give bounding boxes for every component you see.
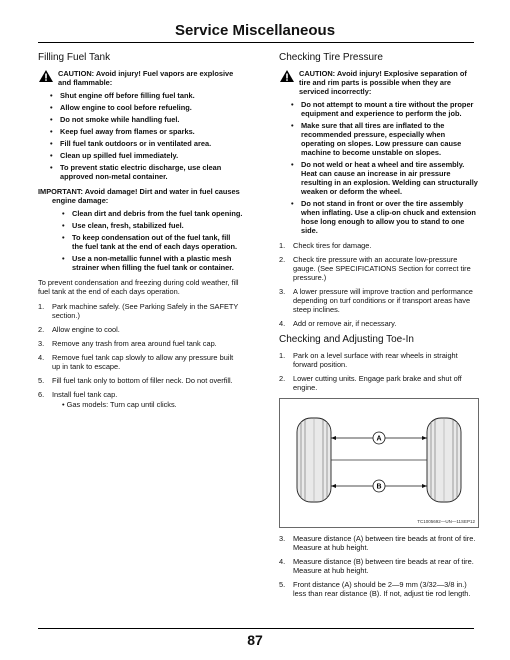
step-number: 2. — [279, 255, 286, 264]
list-item: • Do not attempt to mount a tire without the proper equipment and experience to perform the job. — [289, 100, 479, 118]
label-a: A — [376, 435, 382, 443]
caution-fuel — [38, 69, 243, 87]
step-number: 4. — [279, 319, 286, 328]
step-item — [38, 353, 243, 371]
list-item: • To keep condensation out of the fuel tank, fill the fuel tank at the end of each days operation. — [60, 233, 243, 251]
caution-tire — [279, 69, 479, 96]
step-text: Front distance (A) should be 2—9 mm (3/32—3/8 in.) less than rear distance (B). If not, adjust tie rod length. — [293, 580, 471, 598]
top-rule — [38, 42, 474, 43]
important-notice: IMPORTANT: Avoid damage! Dirt and water in fuel causes engine damage: — [38, 187, 240, 205]
step-number: 1. — [38, 302, 45, 311]
condensation-paragraph: To prevent condensation and freezing during cold weather, fill fuel tank at the end of each days operation. — [38, 278, 239, 296]
step-text: Allow engine to cool. — [52, 325, 120, 334]
step-item — [279, 580, 479, 598]
figure-code: TC1005692—UN—11SEP12 — [417, 519, 475, 524]
step-number: 5. — [279, 580, 286, 589]
step-item — [279, 319, 479, 328]
section-heading-fuel: Filling Fuel Tank — [38, 52, 111, 63]
step-text: A lower pressure will improve traction and performance depending on turf conditions or if transport areas have steep inclines. — [293, 287, 473, 314]
step-item — [279, 374, 479, 392]
step-text: Park machine safely. (See Parking Safely in the SAFETY section.) — [52, 302, 239, 320]
list-item: • Keep fuel away from flames or sparks. — [48, 127, 243, 136]
step-item — [38, 339, 243, 348]
list-item: • To prevent static electric discharge, use clean approved non-metal container. — [48, 163, 243, 181]
toe-steps-list-a — [279, 351, 479, 392]
step-number: 3. — [38, 339, 45, 348]
sub-bullet: • Gas models: Turn cap until clicks. — [62, 400, 177, 409]
sub-bullet-text: Gas models: Turn cap until clicks. — [66, 400, 177, 409]
list-item: • Make sure that all tires are inflated to the recommended pressure, especially when operating on slopes. Low pressure can cause machine to become unstable on slopes. — [289, 121, 479, 157]
step-text: Measure distance (B) between tire beads at rear of tire. Measure at hub height. — [293, 557, 474, 575]
fuel-steps-list — [38, 302, 243, 409]
step-number: 2. — [279, 374, 286, 383]
step-number: 2. — [38, 325, 45, 334]
step-text: Lower cutting units. Engage park brake and shut off engine. — [293, 374, 462, 392]
section-heading-tire-pressure: Checking Tire Pressure — [279, 52, 383, 63]
toe-in-figure — [279, 398, 479, 528]
list-item: • Use a non-metallic funnel with a plastic mesh strainer when filling the fuel tank or container. — [60, 254, 243, 272]
step-text: Add or remove air, if necessary. — [293, 319, 397, 328]
list-item: • Shut engine off before filling fuel tank. — [48, 91, 243, 100]
list-item: • Do not smoke while handling fuel. — [48, 115, 243, 124]
step-number: 1. — [279, 351, 286, 360]
step-item — [279, 241, 479, 250]
step-item — [38, 325, 243, 334]
tire-diagram — [279, 398, 479, 528]
step-number: 6. — [38, 390, 45, 399]
step-text: Install fuel tank cap. — [52, 390, 118, 399]
list-item: • Clean up spilled fuel immediately. — [48, 151, 243, 160]
label-b: B — [376, 483, 382, 491]
step-number: 4. — [279, 557, 286, 566]
list-item: • Clean dirt and debris from the fuel tank opening. — [60, 209, 243, 218]
caution-text: CAUTION: Avoid injury! Fuel vapors are explosive and flammable: — [58, 69, 234, 87]
step-number: 5. — [38, 376, 45, 385]
section-heading-toe-in: Checking and Adjusting Toe-In — [279, 334, 414, 345]
caution-text: CAUTION: Avoid injury! Explosive separation of tire and rim parts is possible when they are serviced incorrectly: — [299, 69, 467, 96]
step-number: 4. — [38, 353, 45, 362]
step-text: Fill fuel tank only to bottom of filler neck. Do not overfill. — [52, 376, 233, 385]
left-column — [38, 52, 243, 414]
toe-steps-list-b — [279, 534, 479, 598]
caution-bullet-list — [38, 91, 243, 181]
tire-caution-bullet-list — [279, 100, 479, 235]
right-column — [279, 52, 479, 603]
page-title: Service Miscellaneous — [174, 22, 336, 39]
step-text: Measure distance (A) between tire beads at front of tire. Measure at hub height. — [293, 534, 476, 552]
step-text: Park on a level surface with rear wheels in straight forward position. — [293, 351, 458, 369]
list-item: • Do not weld or heat a wheel and tire assembly. Heat can cause an increase in air pressure resulting in an explosion. Welding can structurally weaken or deform the wheel. — [289, 160, 479, 196]
step-text: Remove any trash from area around fuel tank cap. — [52, 339, 217, 348]
step-item — [279, 287, 479, 314]
step-number: 3. — [279, 287, 286, 296]
step-item — [279, 351, 479, 369]
page-number: 87 — [247, 632, 263, 648]
step-text: Check tires for damage. — [293, 241, 372, 250]
list-item: • Use clean, fresh, stabilized fuel. — [60, 221, 243, 230]
left-tire-graphic — [297, 418, 331, 502]
important-bullet-list — [38, 209, 243, 272]
warning-icon — [39, 70, 53, 82]
step-number: 3. — [279, 534, 286, 543]
list-item: • Allow engine to cool before refueling. — [48, 103, 243, 112]
step-item — [279, 255, 479, 282]
step-number: 1. — [279, 241, 286, 250]
tire-steps-list — [279, 241, 479, 328]
step-item — [38, 302, 243, 320]
step-text: Check tire pressure with an accurate low-pressure gauge. (See SPECIFICATIONS Section for correct tire pressure.) — [293, 255, 471, 282]
step-item — [38, 390, 243, 409]
step-item — [38, 376, 243, 385]
list-item: • Do not stand in front or over the tire assembly when inflating. Use a clip-on chuck and extension hose long enough to allow you to stand to one side. — [289, 199, 479, 235]
step-item — [279, 534, 479, 552]
step-item — [279, 557, 479, 575]
bottom-rule — [38, 628, 474, 629]
step-text: Remove fuel tank cap slowly to allow any pressure built up in tank to escape. — [52, 353, 234, 371]
right-tire-graphic — [427, 418, 461, 502]
list-item: • Fill fuel tank outdoors or in ventilated area. — [48, 139, 243, 148]
warning-icon — [280, 70, 294, 82]
